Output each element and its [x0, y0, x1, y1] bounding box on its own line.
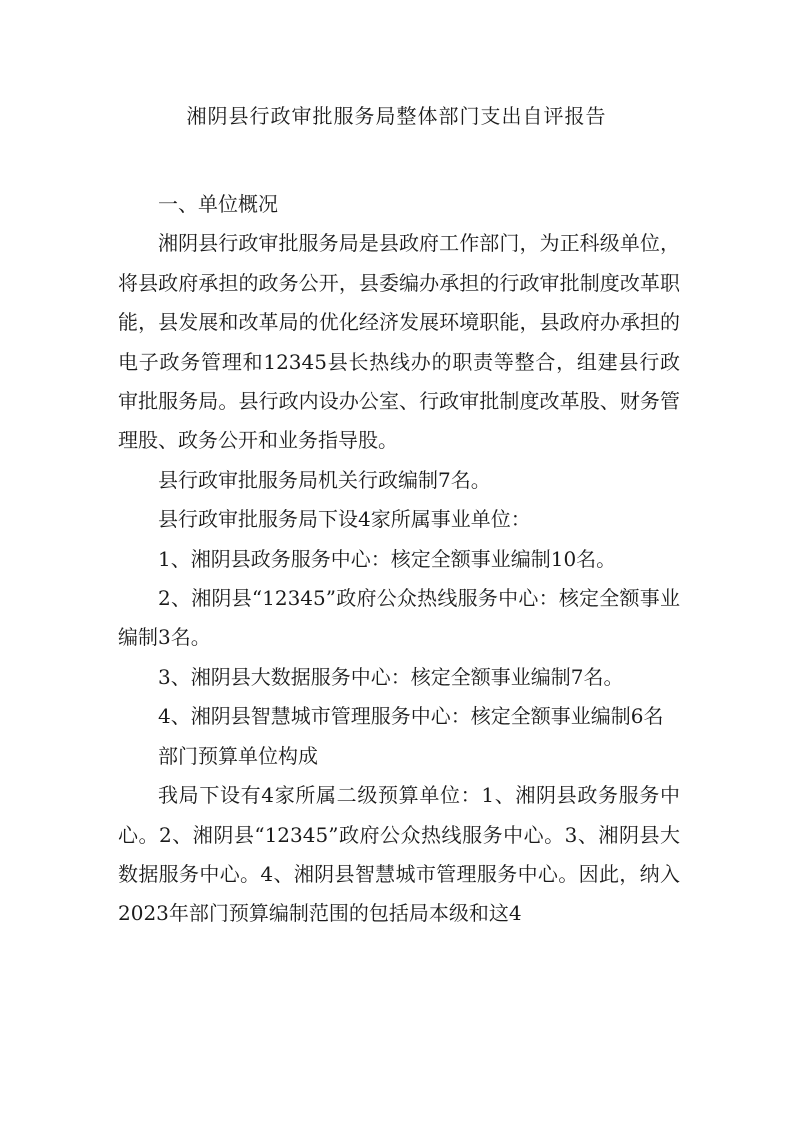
document-body — [118, 185, 680, 934]
list-item: 1、湘阴县政务服务中心：核定全额事业编制10名。 — [158, 546, 617, 571]
list-item: 2、湘阴县“12345”政府公众热线服务中心：核定全额事业编制3名。 — [118, 586, 680, 650]
paragraph: 县行政审批服务局机关行政编制7名。 — [158, 467, 491, 492]
paragraph: 湘阴县行政审批服务局是县政府工作部门，为正科级单位，将县政府承担的政务公开，县委编办承担的行政审批制度改革职能，县发展和改革局的优化经济发展环境职能，县政府办承担的电子政务管理和12345县长热线办的职责等整合，组建县行政审批服务局。县行政内设办公室、行政审批制度改革股、财务管理股、政务公开和业务指导股。 — [118, 231, 680, 453]
paragraph: 县行政审批服务局下设4家所属事业单位： — [158, 507, 531, 532]
list-item: 4、湘阴县智慧城市管理服务中心：核定全额事业编制6名 — [158, 704, 664, 729]
paragraph: 我局下设有4家所属二级预算单位：1、湘阴县政务服务中心。2、湘阴县“12345”政府公众热线服务中心。3、湘阴县大数据服务中心。4、湘阴县智慧城市管理服务中心。因此，纳入2023年部门预算编制范围的包括局本级和这4 — [118, 783, 680, 926]
document-title: 湘阴县行政审批服务局整体部门支出自评报告 — [186, 104, 607, 128]
section-heading: 一、单位概况 — [158, 192, 278, 216]
list-item: 3、湘阴县大数据服务中心：核定全额事业编制7名。 — [158, 664, 624, 689]
section-heading: 部门预算单位构成 — [158, 743, 318, 768]
